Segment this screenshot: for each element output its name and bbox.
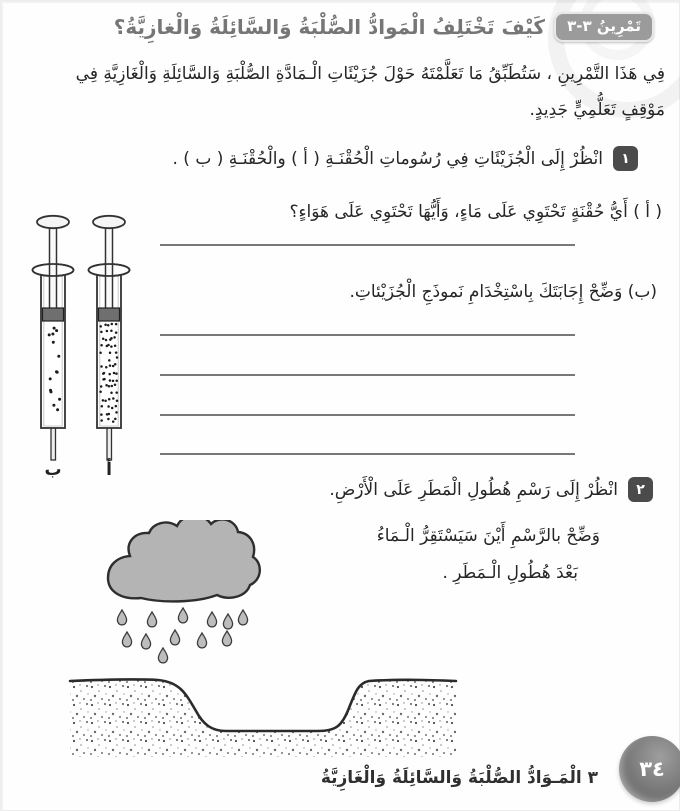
syringe-b-air-illustration: [25, 213, 81, 463]
syringe-a-label: أ: [106, 460, 112, 480]
syringe-a-water-illustration: [81, 213, 137, 463]
question-1a-text: ( أ ) أَيُّ حُقْنَةٍ تَحْتَوِي عَلَى مَاءٍ، وَأَيُّهَا تَحْتَوِي عَلَى هَوَاءٍ؟: [289, 202, 662, 222]
question-1-number-badge: ١: [613, 146, 638, 171]
intro-paragraph-line-1: فِي هَذَا التَّمْرِينِ ، سَتُطَبِّقُ مَا تَعَلَّمْتَهُ حَوْلَ جُزَيْئَاتِ الْـمَادَّةِ الصُّلْبَةِ وَالسَّائِلَةِ وَالْغَازِيَّةِ فِي: [75, 64, 665, 84]
soil-fill: [70, 679, 456, 757]
cloud-shape: [108, 520, 260, 601]
question-2: [329, 477, 653, 502]
question-1b-text: (ب) وَضِّحْ إِجَابَتَكَ بِاسْتِخْدَامِ نَموذَجِ الْجُزَيْئاتِ.: [349, 282, 657, 302]
exercise-number-badge: تَمْرِينُ ٣-٣: [554, 12, 654, 42]
question-2-instruction-line-2: بَعْدَ هُطُولِ الْـمَطَرِ .: [442, 563, 578, 583]
answer-line-5[interactable]: [160, 453, 575, 455]
cloud-rain-svg: [95, 520, 265, 668]
question-2-instruction: [377, 526, 600, 583]
question-1: [173, 146, 639, 171]
ground-depression-illustration: [58, 666, 468, 766]
intro-paragraph-line-2: مَوْقِفٍ تَعَلُّمِيٍّ جَدِيدٍ.: [529, 100, 665, 120]
page-number-badge: ٣٤: [619, 736, 680, 802]
question-1-text: انْظُرْ إِلَى الْجُزَيْئَاتِ فِي رُسُوماتِ الْحُقْنَـةِ ( أ ) والْحُقْنَـةِ ( ب ) .: [172, 148, 603, 169]
rain-drops: [117, 608, 247, 663]
page-title: كَيْفَ تَخْتَلِفُ الْمَوادُّ الصُّلْبَةُ وَالسَّائِلَةُ وَالْغازِيَّةُ؟: [113, 15, 546, 39]
syringe-b-label: ب: [44, 460, 62, 480]
question-2-text: انْظُرْ إِلَى رَسْمِ هُطُولِ الْمَطَرِ عَلَى الْأَرْضِ.: [329, 479, 618, 500]
header: [114, 12, 654, 42]
question-2-number-badge: ٢: [628, 477, 653, 502]
answer-line-3[interactable]: [160, 374, 575, 376]
rain-cloud-illustration: [95, 520, 265, 672]
chapter-footer-label: ٣ الْمَـوَادُّ الصُّلْبَةُ وَالسَّائِلَةُ وَالْغَازِيَّةُ: [320, 768, 598, 788]
ground-svg: [58, 666, 468, 762]
answer-line-1[interactable]: [160, 244, 575, 246]
answer-line-4[interactable]: [160, 414, 575, 416]
question-2-instruction-line-1: وَضِّحْ بالرَّسْمِ أَيْنَ سَيَسْتَقِرُّ الْـمَاءُ: [376, 526, 600, 546]
answer-line-2[interactable]: [160, 334, 575, 336]
